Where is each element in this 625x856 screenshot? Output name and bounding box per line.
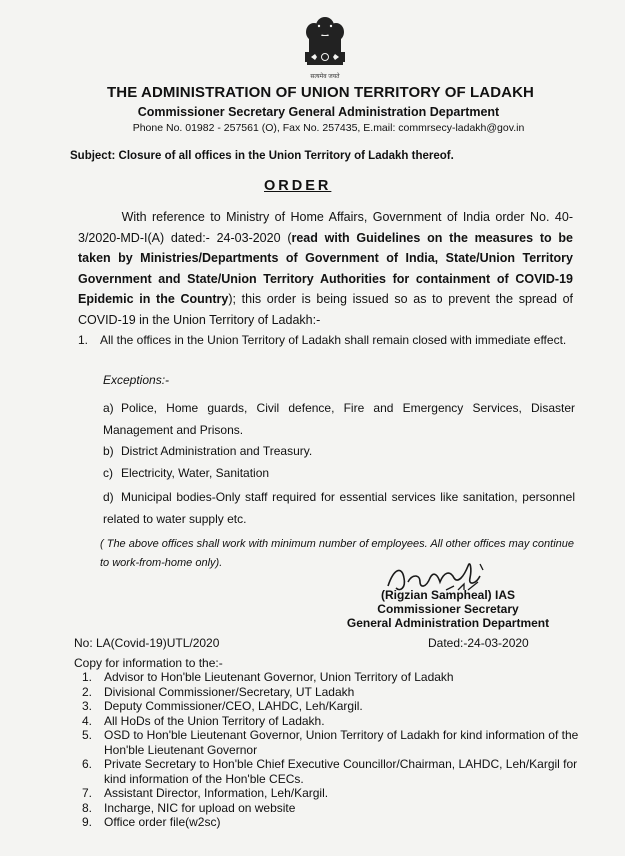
intro-paragraph — [78, 207, 573, 330]
list-item: 9. Office order file(w2sc) — [82, 815, 221, 829]
exception-label: c) — [103, 466, 113, 480]
signatory-department: General Administration Department — [346, 616, 550, 630]
department-name: Commissioner Secretary General Administration Department — [137, 105, 500, 119]
exception-item — [103, 486, 575, 530]
exceptions-note: ( The above offices shall work with minimum number of employees. All other offices may continue to work-from-home only). — [100, 538, 575, 569]
item-text: All the offices in the Union Territory of Ladakh shall remain closed with immediate effect. — [100, 333, 567, 347]
order-date: Dated:-24-03-2020 — [428, 636, 529, 650]
exception-label: d) — [103, 490, 114, 504]
exception-item — [103, 440, 575, 462]
list-item: 4. All HoDs of the Union Territory of Ladakh. — [82, 713, 325, 728]
exception-text: Police, Home guards, Civil defence, Fire and Emergency Services, Disaster Management and Prisons. — [103, 401, 575, 437]
list-item: 5. OSD to Hon'ble Lieutenant Governor, Union Territory of Ladakh for kind information of the Hon'ble Lieutenant Governor — [82, 728, 579, 757]
order-number: No: LA(Covid-19)UTL/2020 — [74, 636, 220, 650]
exception-label: a) — [103, 401, 114, 415]
copy-to-title: Copy for information to the:- — [74, 656, 223, 670]
emblem-motto: सत्यमेव जयते — [310, 74, 340, 80]
exception-item — [103, 462, 575, 484]
order-item-1 — [78, 330, 578, 351]
list-item: 3. Deputy Commissioner/CEO, LAHDC, Leh/Kargil. — [82, 699, 363, 713]
order-heading: ORDER — [264, 178, 332, 194]
signatory-designation: Commissioner Secretary — [377, 602, 519, 616]
list-item: 6. Private Secretary to Hon'ble Chief Executive Councillor/Chairman, LAHDC, Leh/Kargil for kind information of the Hon'ble CECs. — [82, 757, 578, 786]
exceptions-title: Exceptions:- — [103, 373, 170, 387]
list-item: 8. Incharge, NIC for upload on website — [82, 800, 296, 815]
signatory-name: (Rigzian Sampheal) IAS — [380, 588, 516, 602]
item-number: 1. — [78, 333, 89, 347]
page-title: THE ADMINISTRATION OF UNION TERRITORY OF LADAKH — [107, 84, 534, 101]
subject-line: Subject: Closure of all offices in the Union Territory of Ladakh thereof. — [70, 150, 454, 162]
national-emblem-icon — [295, 12, 355, 78]
intro-text-2: ); this order is being issued so as to prevent the spread of COVID-19 in the Union Territory of Ladakh:- — [78, 292, 574, 327]
list-item: 7. Assistant Director, Information, Leh/Kargil. — [82, 786, 329, 800]
exception-label: b) — [103, 444, 114, 458]
intro-text-1: With reference to Ministry of Home Affairs, Government of India order No. 40-3/2020-MD-I(A) dated:- 24-03-2020 ( — [78, 210, 573, 245]
intro-text-bold: read with Guidelines on the measures to be taken by Ministries/Departments of Government of India, State/Union Territory Government and State/Union Territory Authorities for containment of COVID-19 Epidemic in the Country — [78, 230, 573, 306]
exception-text: Municipal bodies-Only staff required for essential services like sanitation, personnel related to water supply etc. — [103, 490, 575, 526]
signatory-block — [328, 588, 568, 630]
list-item: 2. Divisional Commissioner/Secretary, UT Ladakh — [82, 684, 355, 699]
exception-text: Electricity, Water, Sanitation — [121, 466, 270, 480]
exception-item — [103, 397, 575, 441]
exception-text: District Administration and Treasury. — [121, 444, 313, 458]
list-item: 1. Advisor to Hon'ble Lieutenant Governor, Union Territory of Ladakh — [82, 670, 454, 684]
copy-to-list — [74, 670, 584, 830]
contact-line: Phone No. 01982 - 257561 (O), Fax No. 257435, E.mail: commrsecy-ladakh@gov.in — [132, 122, 525, 134]
